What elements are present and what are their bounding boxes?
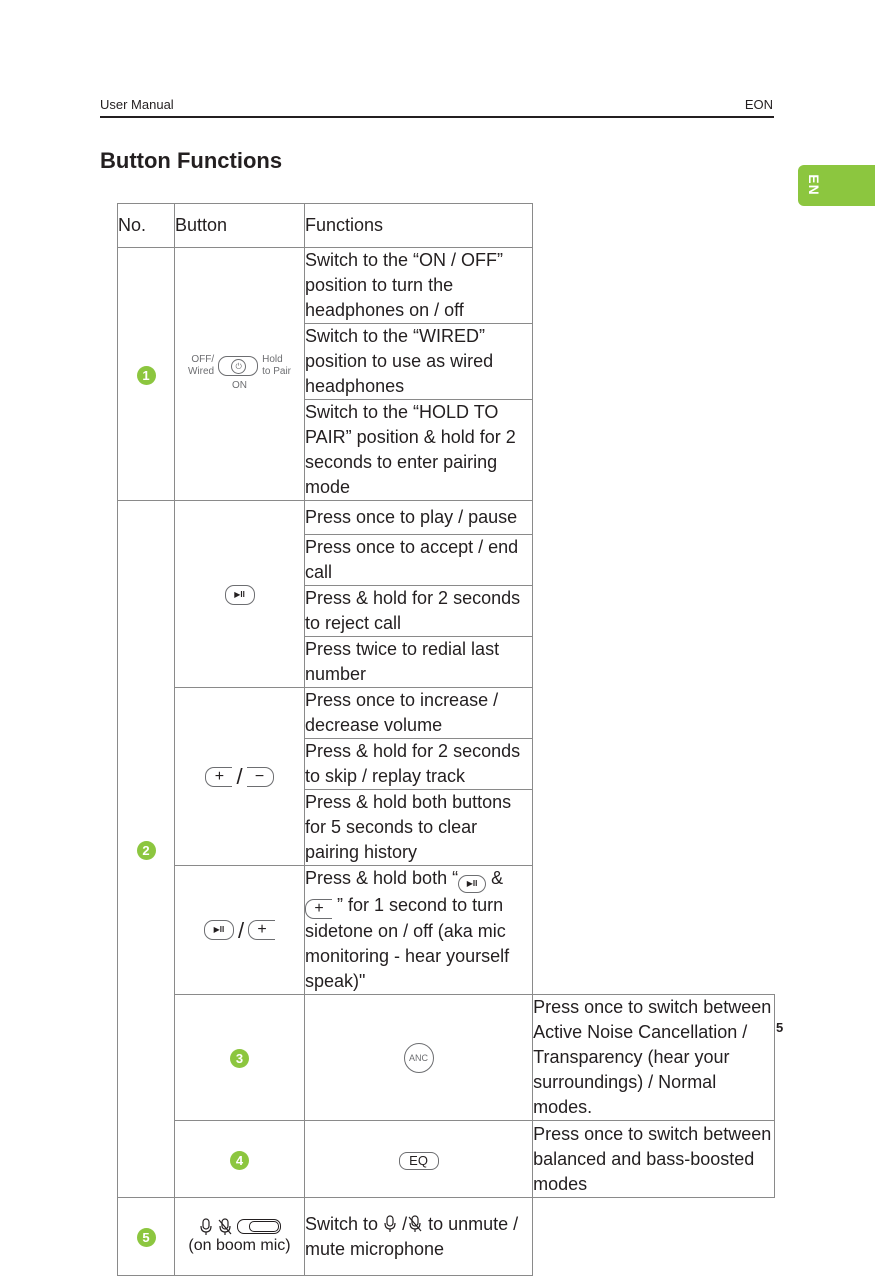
mic-switch-cell bbox=[175, 1198, 305, 1276]
header-right: EON bbox=[744, 97, 773, 112]
power-icon: ⏻ bbox=[231, 359, 246, 374]
slider-right-label: Hold to Pair bbox=[262, 353, 292, 377]
microphone-icon bbox=[383, 1215, 397, 1233]
page-number: 5 bbox=[776, 1020, 784, 1035]
mic-caption: (on boom mic) bbox=[188, 1236, 291, 1254]
function-cell: Press once to increase / decrease volume bbox=[305, 688, 533, 739]
table-row bbox=[118, 688, 775, 739]
header-rule bbox=[100, 116, 774, 118]
table-row bbox=[118, 501, 775, 535]
row-number-cell bbox=[175, 995, 305, 1121]
header-button: Button bbox=[175, 204, 305, 248]
minus-icon: − bbox=[247, 767, 274, 787]
row-number-cell bbox=[118, 1198, 175, 1276]
function-cell: Press & hold for 2 seconds to skip / replay track bbox=[305, 739, 533, 790]
table-row bbox=[118, 866, 775, 995]
slider-bottom-label: ON bbox=[232, 379, 247, 391]
number-badge-3: 3 bbox=[230, 1049, 249, 1068]
page-title: Button Functions bbox=[100, 148, 283, 173]
anc-key-cell bbox=[305, 995, 533, 1121]
row-number-cell bbox=[118, 501, 175, 1198]
function-cell: Press once to accept / end call bbox=[305, 535, 533, 586]
slider-left-label: OFF/ Wired bbox=[187, 353, 215, 377]
slider-switch-cell bbox=[175, 248, 305, 501]
number-badge-5: 5 bbox=[137, 1228, 156, 1247]
function-cell bbox=[305, 1198, 533, 1276]
function-cell: Press & hold both buttons for 5 seconds to clear pairing history bbox=[305, 790, 533, 866]
microphone-muted-icon bbox=[407, 1215, 423, 1233]
number-badge-2: 2 bbox=[137, 841, 156, 860]
table-row bbox=[118, 1121, 775, 1198]
header-functions: Functions bbox=[305, 204, 533, 248]
volume-keys-cell bbox=[175, 688, 305, 866]
table-header-row bbox=[118, 204, 775, 248]
function-cell: Press twice to redial last number bbox=[305, 637, 533, 688]
power-slider-switch-icon bbox=[188, 354, 291, 392]
function-cell: Press once to switch between Active Noise Cancellation / Transparency (hear your surroundings) / Normal modes. bbox=[533, 995, 775, 1121]
play-pause-icon: ▶II bbox=[204, 920, 234, 940]
row-number-cell bbox=[118, 248, 175, 501]
row-number-cell bbox=[175, 1121, 305, 1198]
slider-pill-icon bbox=[218, 356, 258, 376]
combo-text-amp: & bbox=[491, 868, 504, 888]
eq-button-icon: EQ bbox=[399, 1152, 439, 1170]
function-cell: Switch to the “HOLD TO PAIR” position & hold for 2 seconds to enter pairing mode bbox=[305, 400, 533, 501]
function-cell: Switch to the “WIRED” position to use as wired headphones bbox=[305, 324, 533, 400]
function-cell: Press & hold for 2 seconds to reject call bbox=[305, 586, 533, 637]
language-tab bbox=[798, 165, 875, 206]
function-cell: Switch to the “ON / OFF” position to turn the headphones on / off bbox=[305, 248, 533, 324]
eq-key-cell bbox=[305, 1121, 533, 1198]
mic-switch-figure bbox=[175, 1218, 304, 1256]
play-pause-icon: ▶II bbox=[458, 875, 486, 893]
microphone-icon bbox=[199, 1218, 213, 1236]
plus-icon: + bbox=[248, 920, 275, 940]
number-badge-1: 1 bbox=[137, 366, 156, 385]
language-tab-label: EN bbox=[806, 174, 822, 196]
button-functions-table bbox=[117, 203, 775, 1276]
slash-separator: / bbox=[236, 764, 243, 790]
anc-button-icon: ANC bbox=[404, 1043, 434, 1073]
combo-text-before: Press & hold both “ bbox=[305, 868, 459, 888]
number-badge-4: 4 bbox=[230, 1151, 249, 1170]
combo-text-after: ” for 1 second to turn sidetone on / off (aka mic monitoring - hear yourself speak)" bbox=[305, 895, 510, 991]
plus-icon: + bbox=[305, 899, 332, 919]
table-row bbox=[118, 248, 775, 324]
play-key-cell bbox=[175, 501, 305, 688]
function-cell: Press once to play / pause bbox=[305, 501, 533, 535]
table-row bbox=[118, 995, 775, 1121]
microphone-muted-icon bbox=[217, 1218, 233, 1236]
mic-text-before: Switch to bbox=[305, 1213, 379, 1234]
mic-text-mid: / bbox=[402, 1213, 408, 1234]
slash-separator: / bbox=[237, 917, 245, 943]
header-left: User Manual bbox=[100, 97, 174, 112]
plus-icon: + bbox=[205, 767, 232, 787]
table-row bbox=[118, 1198, 775, 1276]
mic-text-after: to unmute / mute microphone bbox=[305, 1213, 519, 1259]
play-pause-icon: ▶II bbox=[225, 585, 255, 605]
mic-slide-switch-icon bbox=[237, 1219, 281, 1234]
header-no: No. bbox=[118, 204, 175, 248]
combo-keys-cell bbox=[175, 866, 305, 995]
function-cell: Press once to switch between balanced and bass-boosted modes bbox=[533, 1121, 775, 1198]
function-cell bbox=[305, 866, 533, 995]
